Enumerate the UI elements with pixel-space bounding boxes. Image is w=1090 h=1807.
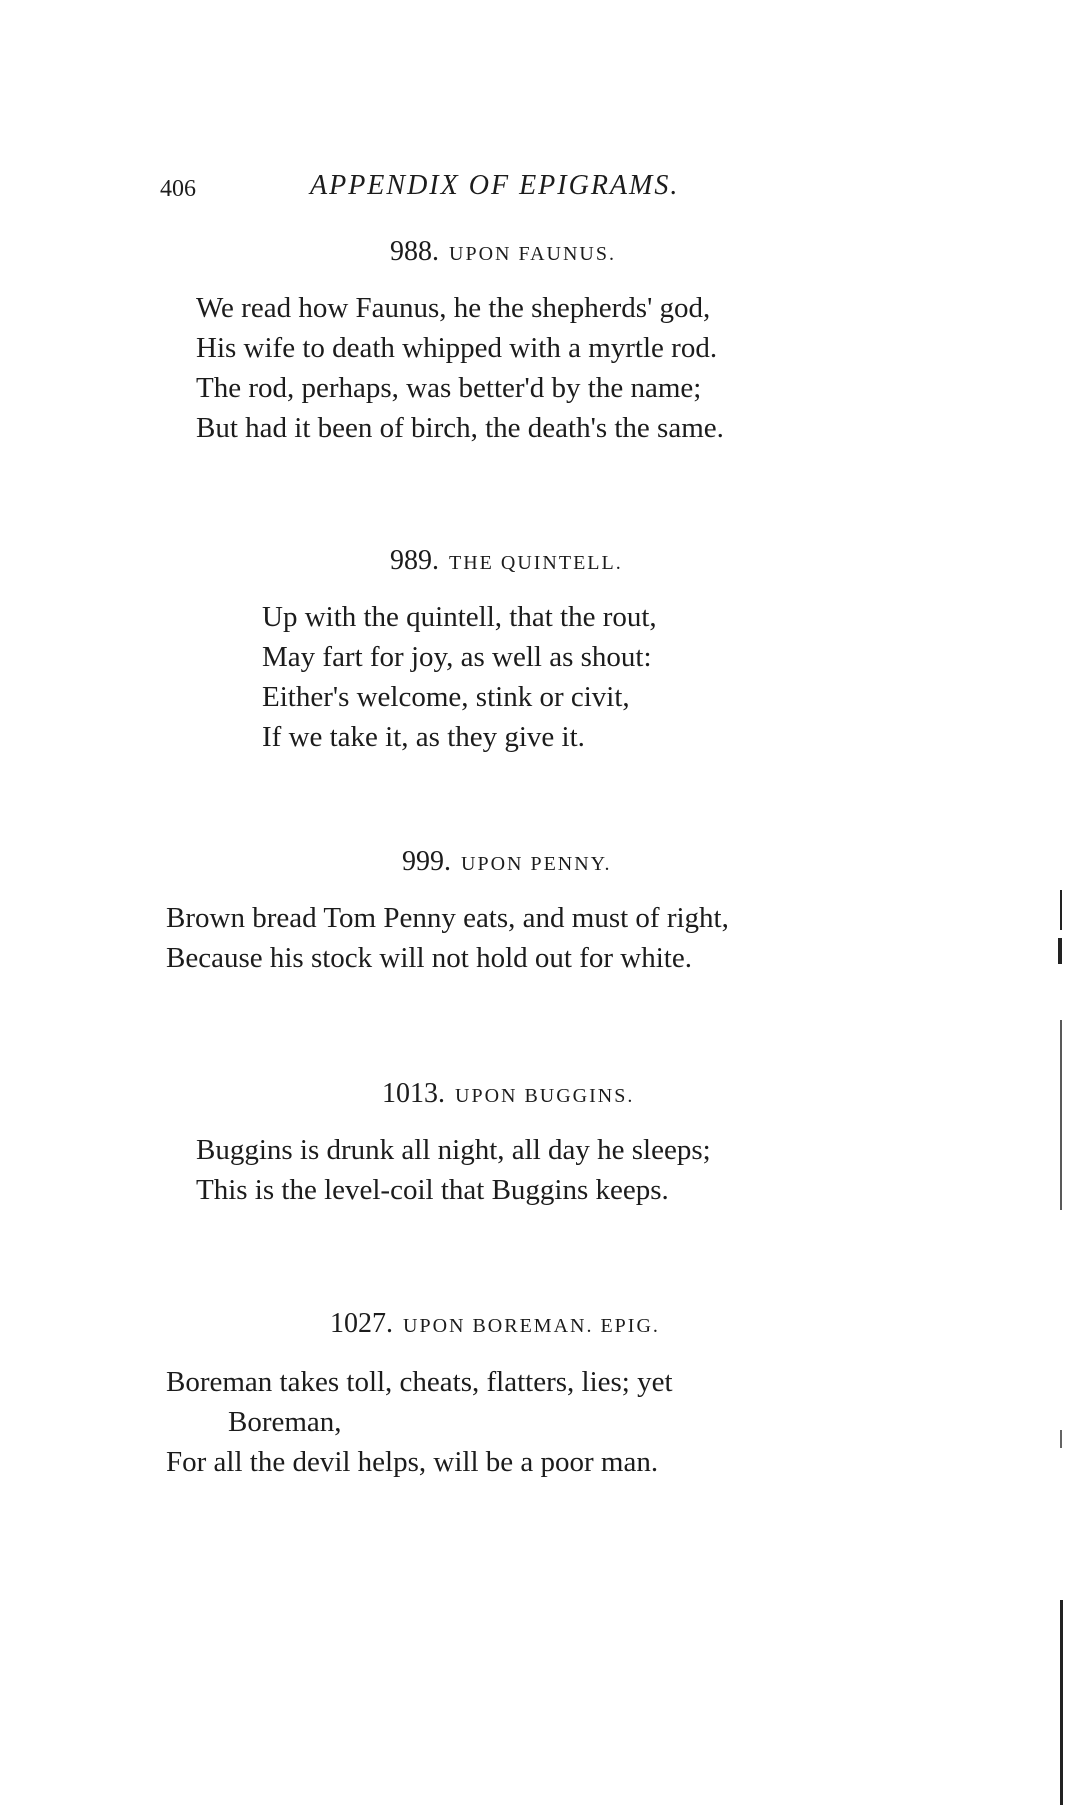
epigram-heading-1027 — [330, 1308, 660, 1340]
verse-line: His wife to death whipped with a myrtle rod. — [196, 332, 718, 364]
epigram-number: 989. — [390, 545, 439, 576]
verse-line-continuation: Boreman, — [228, 1406, 342, 1438]
verse-line: For all the devil helps, will be a poor man. — [166, 1446, 659, 1478]
epigram-number: 1027. — [330, 1308, 393, 1339]
page-number: 406 — [160, 176, 196, 202]
epigram-title: UPON BOREMAN. EPIG. — [403, 1315, 660, 1337]
verse-line: Buggins is drunk all night, all day he sleeps; — [196, 1134, 711, 1166]
verse-line: Up with the quintell, that the rout, — [262, 601, 657, 633]
epigram-number: 988. — [390, 236, 439, 267]
epigram-heading-1013 — [382, 1078, 634, 1110]
verse-line: Because his stock will not hold out for white. — [166, 942, 692, 974]
verse-line: But had it been of birch, the death's the same. — [196, 412, 724, 444]
epigram-text-999 — [166, 898, 729, 978]
scan-edge-mark — [1060, 1430, 1062, 1448]
epigram-text-989 — [262, 597, 657, 757]
scan-edge-mark — [1060, 890, 1062, 930]
epigram-title: UPON BUGGINS. — [455, 1085, 635, 1107]
epigram-text-988 — [196, 288, 724, 448]
epigram-text-1013 — [196, 1130, 711, 1210]
epigram-heading-989 — [390, 545, 623, 577]
verse-line: Either's welcome, stink or civit, — [262, 681, 630, 713]
epigram-text-1027 — [166, 1362, 673, 1482]
epigram-title: UPON PENNY. — [461, 853, 612, 875]
verse-line: May fart for joy, as well as shout: — [262, 641, 652, 673]
scan-edge-mark — [1060, 1600, 1063, 1805]
running-title: APPENDIX OF EPIGRAMS. — [310, 170, 680, 201]
verse-line: Brown bread Tom Penny eats, and must of right, — [166, 902, 729, 934]
verse-line: The rod, perhaps, was better'd by the name; — [196, 372, 702, 404]
verse-line: We read how Faunus, he the shepherds' god, — [196, 292, 711, 324]
verse-line: If we take it, as they give it. — [262, 721, 585, 753]
scan-edge-mark — [1058, 938, 1062, 964]
scan-edge-mark — [1060, 1020, 1062, 1210]
epigram-heading-988 — [390, 236, 616, 268]
running-head — [160, 170, 960, 210]
epigram-title: UPON FAUNUS. — [449, 243, 616, 265]
epigram-number: 1013. — [382, 1078, 445, 1109]
epigram-number: 999. — [402, 846, 451, 877]
epigram-title: THE QUINTELL. — [449, 552, 623, 574]
verse-line: This is the level-coil that Buggins keeps. — [196, 1174, 669, 1206]
verse-line: Boreman takes toll, cheats, flatters, lies; yet — [166, 1366, 673, 1398]
epigram-heading-999 — [402, 846, 612, 878]
